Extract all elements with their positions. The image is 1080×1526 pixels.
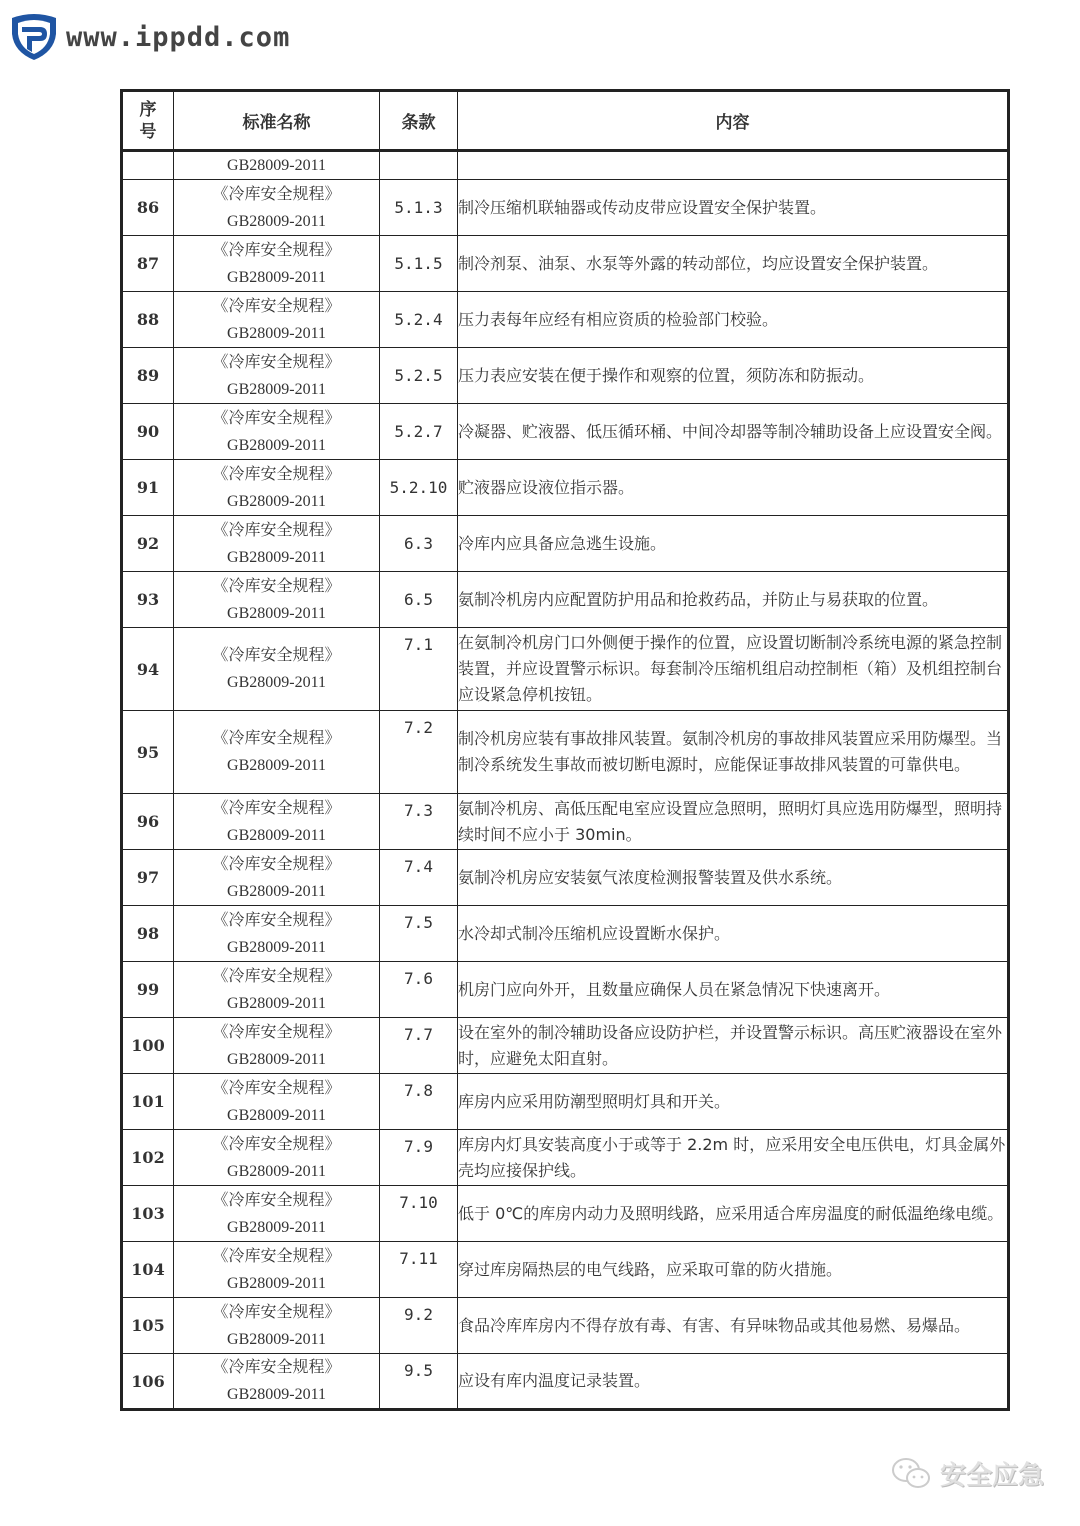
cell-name xyxy=(174,348,380,404)
column-header-name: 标准名称 xyxy=(174,91,380,151)
cell-content: 库房内灯具安装高度小于或等于 2.2m 时，应采用安全电压供电，灯具金属外壳均应接保护线。 xyxy=(458,1130,1009,1186)
table-row xyxy=(122,628,1009,711)
cell-name xyxy=(174,711,380,794)
table-row xyxy=(122,1018,1009,1074)
table-row xyxy=(122,1298,1009,1354)
column-header-clause: 条款 xyxy=(380,91,458,151)
standard-code: GB28009-2011 xyxy=(227,604,326,622)
cell-content: 贮液器应设液位指示器。 xyxy=(458,460,1009,516)
table-row xyxy=(122,1130,1009,1186)
cell-name xyxy=(174,1130,380,1186)
cell-clause: 7.6 xyxy=(380,962,458,1018)
standard-code: GB28009-2011 xyxy=(227,492,326,510)
cell-name xyxy=(174,180,380,236)
column-header-no xyxy=(122,91,174,151)
table-header-row xyxy=(122,91,1009,151)
standard-title: 《冷库安全规程》 xyxy=(212,730,341,747)
cell-no: 86 xyxy=(122,180,174,236)
table-row xyxy=(122,180,1009,236)
watermark-text: 安全应急 xyxy=(939,1461,1044,1491)
cell-clause: 5.1.3 xyxy=(380,180,458,236)
shield-p-logo-icon xyxy=(8,12,60,62)
cell-no: 89 xyxy=(122,348,174,404)
cell-no: 98 xyxy=(122,906,174,962)
cell-name xyxy=(174,1018,380,1074)
table-row xyxy=(122,460,1009,516)
cell-content: 冷库内应具备应急逃生设施。 xyxy=(458,516,1009,572)
standard-code: GB28009-2011 xyxy=(227,674,326,691)
cell-content: 氨制冷机房应安装氨气浓度检测报警装置及供水系统。 xyxy=(458,850,1009,906)
standard-code: GB28009-2011 xyxy=(227,1106,326,1124)
standard-title: 《冷库安全规程》 xyxy=(212,353,341,371)
standard-title: 《冷库安全规程》 xyxy=(212,1079,341,1097)
standard-title: 《冷库安全规程》 xyxy=(212,1135,341,1153)
standard-title: 《冷库安全规程》 xyxy=(212,1359,341,1376)
standard-title: 《冷库安全规程》 xyxy=(212,1191,341,1209)
cell-content: 压力表应安装在便于操作和观察的位置，须防冻和防振动。 xyxy=(458,348,1009,404)
cell-no: 104 xyxy=(122,1242,174,1298)
cell-no: 94 xyxy=(122,628,174,711)
standard-code: GB28009-2011 xyxy=(227,380,326,398)
cell-content: 制冷机房应装有事故排风装置。氨制冷机房的事故排风装置应采用防爆型。当制冷系统发生事故而被切断电源时，应能保证事故排风装置的可靠供电。 xyxy=(458,711,1009,794)
table-row xyxy=(122,572,1009,628)
table-row xyxy=(122,292,1009,348)
standard-title: 《冷库安全规程》 xyxy=(212,911,341,929)
cell-no xyxy=(122,151,174,180)
standard-code: GB28009-2011 xyxy=(227,826,326,844)
cell-name xyxy=(174,794,380,850)
standard-title: 《冷库安全规程》 xyxy=(212,577,341,595)
standard-title: 《冷库安全规程》 xyxy=(212,185,341,203)
standard-title: 《冷库安全规程》 xyxy=(212,409,341,427)
cell-name xyxy=(174,850,380,906)
cell-name xyxy=(174,292,380,348)
wechat-watermark xyxy=(890,1455,1044,1492)
standard-title: 《冷库安全规程》 xyxy=(212,647,341,664)
table-row xyxy=(122,906,1009,962)
cell-no: 96 xyxy=(122,794,174,850)
cell-no: 97 xyxy=(122,850,174,906)
standard-code: GB28009-2011 xyxy=(227,324,326,342)
cell-clause: 7.10 xyxy=(380,1186,458,1242)
cell-name xyxy=(174,962,380,1018)
cell-clause: 6.5 xyxy=(380,572,458,628)
standard-title: 《冷库安全规程》 xyxy=(212,1303,341,1321)
table-row xyxy=(122,1242,1009,1298)
cell-name xyxy=(174,572,380,628)
continuation-row xyxy=(122,151,1009,180)
cell-clause: 7.4 xyxy=(380,850,458,906)
cell-no: 102 xyxy=(122,1130,174,1186)
cell-name xyxy=(174,1242,380,1298)
cell-no: 90 xyxy=(122,404,174,460)
cell-clause: 7.3 xyxy=(380,794,458,850)
table-row xyxy=(122,1354,1009,1410)
cell-clause: 7.8 xyxy=(380,1074,458,1130)
column-header-no-line2: 号 xyxy=(139,121,157,142)
site-url: www.ippdd.com xyxy=(66,21,291,53)
cell-name xyxy=(174,236,380,292)
cell-no: 92 xyxy=(122,516,174,572)
standard-code: GB28009-2011 xyxy=(227,938,326,956)
cell-name xyxy=(174,906,380,962)
cell-content: 水冷却式制冷压缩机应设置断水保护。 xyxy=(458,906,1009,962)
cell-clause: 5.2.10 xyxy=(380,460,458,516)
cell-content: 穿过库房隔热层的电气线路，应采取可靠的防火措施。 xyxy=(458,1242,1009,1298)
cell-name xyxy=(174,460,380,516)
cell-content: 库房内应采用防潮型照明灯具和开关。 xyxy=(458,1074,1009,1130)
column-header-no-line1: 序 xyxy=(139,99,157,120)
standard-code: GB28009-2011 xyxy=(227,1162,326,1180)
cell-clause: 5.2.5 xyxy=(380,348,458,404)
cell-no: 99 xyxy=(122,962,174,1018)
cell-no: 93 xyxy=(122,572,174,628)
wechat-icon xyxy=(890,1456,934,1492)
cell-name xyxy=(174,1074,380,1130)
cell-name xyxy=(174,516,380,572)
cell-no: 103 xyxy=(122,1186,174,1242)
standard-code: GB28009-2011 xyxy=(227,757,326,774)
cell-clause: 9.2 xyxy=(380,1298,458,1354)
cell-clause: 5.2.4 xyxy=(380,292,458,348)
cell-clause: 7.2 xyxy=(380,711,458,794)
cell-clause: 7.7 xyxy=(380,1018,458,1074)
standard-code: GB28009-2011 xyxy=(227,436,326,454)
cell-content: 压力表每年应经有相应资质的检验部门校验。 xyxy=(458,292,1009,348)
cell-no: 95 xyxy=(122,711,174,794)
standards-table xyxy=(120,89,1010,1411)
cell-no: 91 xyxy=(122,460,174,516)
cell-clause: 9.5 xyxy=(380,1354,458,1410)
cell-no: 106 xyxy=(122,1354,174,1410)
standard-title: 《冷库安全规程》 xyxy=(212,967,341,985)
standard-title: 《冷库安全规程》 xyxy=(212,465,341,483)
standard-title: 《冷库安全规程》 xyxy=(212,1247,341,1265)
table-row xyxy=(122,711,1009,794)
cell-name: GB28009-2011 xyxy=(174,151,380,180)
standard-code: GB28009-2011 xyxy=(227,268,326,286)
table-row xyxy=(122,1074,1009,1130)
cell-content: 制冷压缩机联轴器或传动皮带应设置安全保护装置。 xyxy=(458,180,1009,236)
cell-no: 100 xyxy=(122,1018,174,1074)
cell-content: 食品冷库库房内不得存放有毒、有害、有异味物品或其他易燃、易爆品。 xyxy=(458,1298,1009,1354)
standard-code: GB28009-2011 xyxy=(227,1330,326,1348)
cell-clause: 5.1.5 xyxy=(380,236,458,292)
cell-name xyxy=(174,628,380,711)
table-row xyxy=(122,850,1009,906)
cell-clause: 7.11 xyxy=(380,1242,458,1298)
cell-clause: 7.9 xyxy=(380,1130,458,1186)
standard-code: GB28009-2011 xyxy=(227,882,326,900)
cell-content: 低于 0℃的库房内动力及照明线路，应采用适合库房温度的耐低温绝缘电缆。 xyxy=(458,1186,1009,1242)
cell-clause xyxy=(380,151,458,180)
standard-title: 《冷库安全规程》 xyxy=(212,241,341,259)
cell-no: 88 xyxy=(122,292,174,348)
table-row xyxy=(122,404,1009,460)
cell-content: 在氨制冷机房门口外侧便于操作的位置，应设置切断制冷系统电源的紧急控制装置，并应设置警示标识。每套制冷压缩机组启动控制柜（箱）及机组控制台应设紧急停机按钮。 xyxy=(458,628,1009,711)
cell-no: 101 xyxy=(122,1074,174,1130)
table-row xyxy=(122,348,1009,404)
cell-name xyxy=(174,1354,380,1410)
table-row xyxy=(122,962,1009,1018)
standard-code: GB28009-2011 xyxy=(227,994,326,1012)
site-header-logo xyxy=(8,12,290,62)
standard-title: 《冷库安全规程》 xyxy=(212,799,341,817)
cell-content xyxy=(458,151,1009,180)
cell-clause: 6.3 xyxy=(380,516,458,572)
standard-title: 《冷库安全规程》 xyxy=(212,297,341,315)
cell-content: 氨制冷机房内应配置防护用品和抢救药品，并防止与易获取的位置。 xyxy=(458,572,1009,628)
standard-code: GB28009-2011 xyxy=(227,212,326,230)
cell-content: 氨制冷机房、高低压配电室应设置应急照明，照明灯具应选用防爆型，照明持续时间不应小于 30min。 xyxy=(458,794,1009,850)
cell-no: 105 xyxy=(122,1298,174,1354)
cell-no: 87 xyxy=(122,236,174,292)
table-row xyxy=(122,236,1009,292)
cell-content: 制冷剂泵、油泵、水泵等外露的转动部位，均应设置安全保护装置。 xyxy=(458,236,1009,292)
table-row xyxy=(122,516,1009,572)
cell-clause: 5.2.7 xyxy=(380,404,458,460)
cell-content: 机房门应向外开，且数量应确保人员在紧急情况下快速离开。 xyxy=(458,962,1009,1018)
standard-title: 《冷库安全规程》 xyxy=(212,1023,341,1041)
cell-content: 冷凝器、贮液器、低压循环桶、中间冷却器等制冷辅助设备上应设置安全阀。 xyxy=(458,404,1009,460)
cell-content: 设在室外的制冷辅助设备应设防护栏，并设置警示标识。高压贮液器设在室外时，应避免太阳直射。 xyxy=(458,1018,1009,1074)
standard-title: 《冷库安全规程》 xyxy=(212,855,341,873)
standard-code: GB28009-2011 xyxy=(227,548,326,566)
table-row xyxy=(122,794,1009,850)
standard-code: GB28009-2011 xyxy=(227,1274,326,1292)
column-header-content: 内容 xyxy=(458,91,1009,151)
table-row xyxy=(122,1186,1009,1242)
standard-title: 《冷库安全规程》 xyxy=(212,521,341,539)
cell-name xyxy=(174,1298,380,1354)
cell-clause: 7.5 xyxy=(380,906,458,962)
standard-code: GB28009-2011 xyxy=(227,1386,326,1403)
standard-code: GB28009-2011 xyxy=(227,1218,326,1236)
cell-name xyxy=(174,404,380,460)
standard-code: GB28009-2011 xyxy=(227,1050,326,1068)
cell-clause: 7.1 xyxy=(380,628,458,711)
cell-content: 应设有库内温度记录装置。 xyxy=(458,1354,1009,1410)
cell-name xyxy=(174,1186,380,1242)
